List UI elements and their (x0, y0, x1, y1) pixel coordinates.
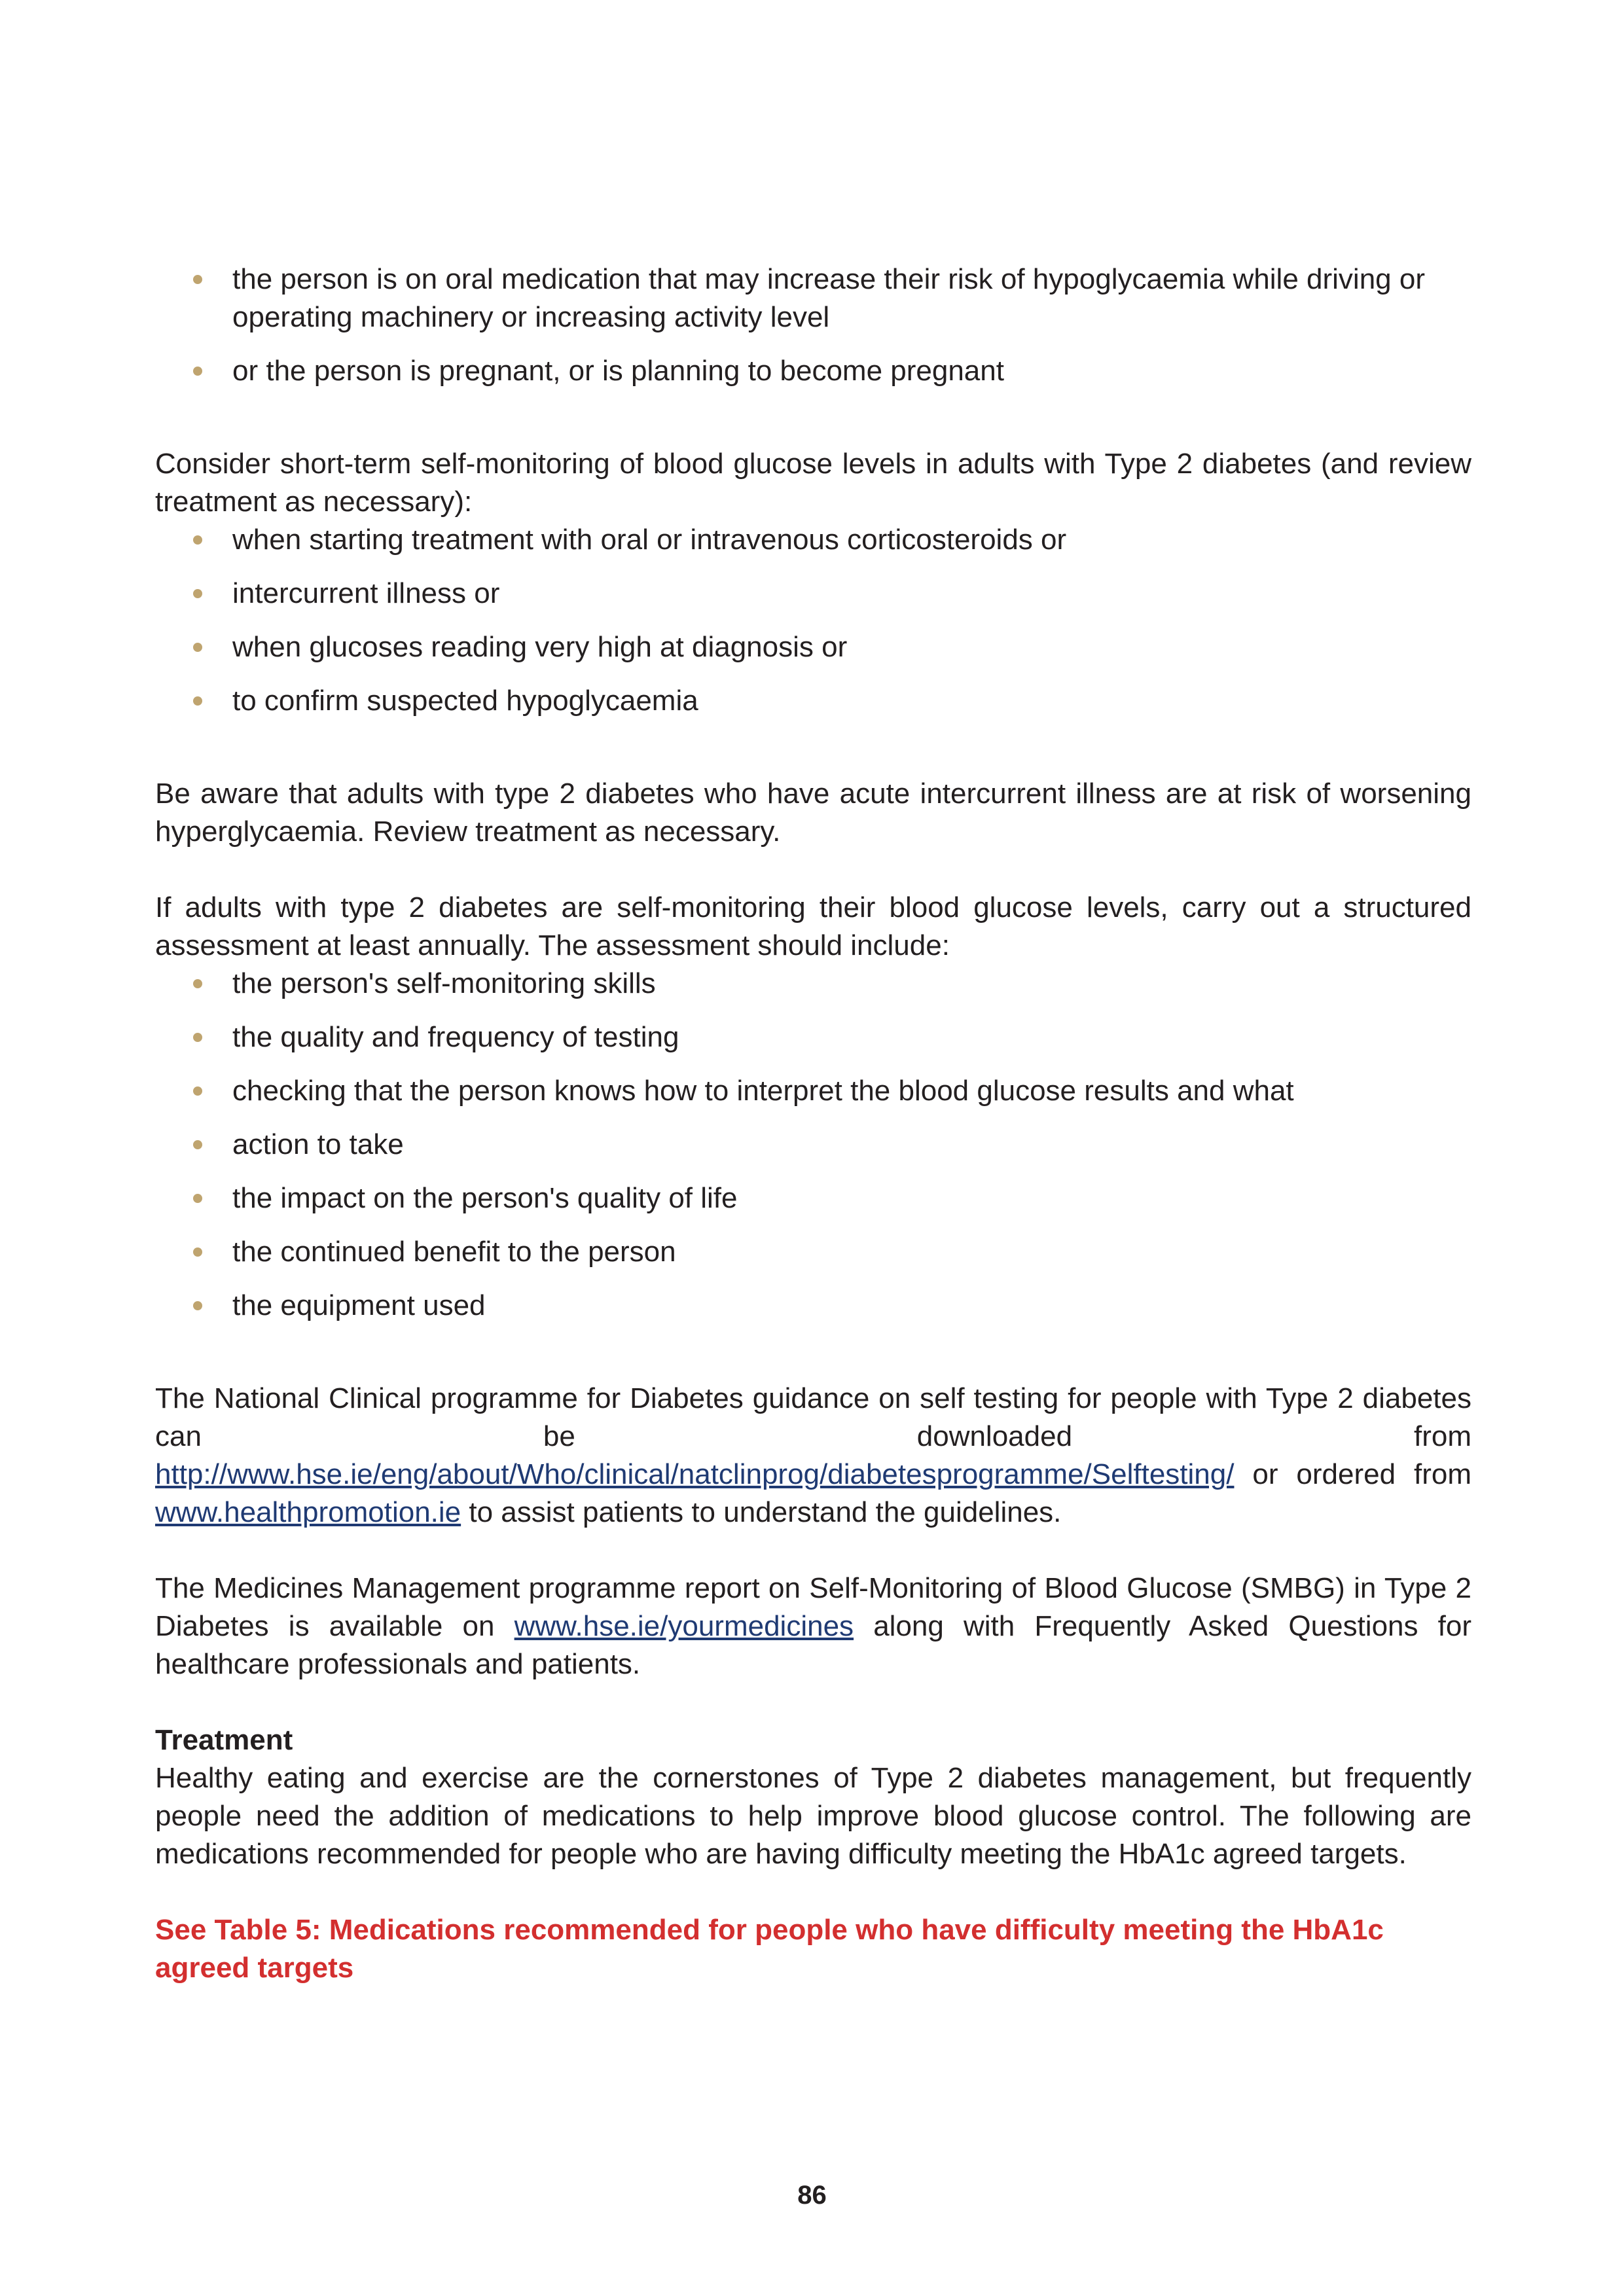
bullet-icon (193, 1086, 202, 1096)
bullet-icon (193, 643, 202, 652)
bullet-icon (193, 367, 202, 376)
list-item-text: the quality and frequency of testing (232, 1021, 679, 1053)
list-item (155, 965, 1471, 1003)
list-item (155, 1233, 1471, 1271)
paragraph-text: or ordered from (1234, 1458, 1471, 1490)
list-item-text: intercurrent illness or (232, 577, 500, 609)
bullet-icon (193, 535, 202, 545)
bullet-icon (193, 1247, 202, 1257)
list-item (155, 260, 1471, 336)
bullet-icon (193, 589, 202, 598)
list-item (155, 521, 1471, 559)
list-item-text: the impact on the person's quality of life (232, 1182, 738, 1214)
treatment-heading: Treatment (155, 1724, 293, 1756)
list-item (155, 352, 1471, 390)
list-item-text: action to take (232, 1128, 404, 1160)
paragraph-short-term-monitoring: Consider short-term self-monitoring of blood glucose levels in adults with Type 2 diabetes (and review treatment as necessary): (155, 448, 1471, 518)
list-item-text: to confirm suspected hypoglycaemia (232, 685, 698, 717)
yourmedicines-link[interactable]: www.hse.ie/yourmedicines (514, 1610, 854, 1642)
bullet-icon (193, 275, 202, 284)
list-item-text: checking that the person knows how to interpret the blood glucose results and what (232, 1075, 1294, 1107)
bullet-icon (193, 1301, 202, 1310)
list-item (155, 1126, 1471, 1164)
assessment-bullet-list (155, 965, 1471, 1325)
short-term-bullet-list (155, 521, 1471, 720)
list-item (155, 682, 1471, 720)
bullet-icon (193, 1140, 202, 1149)
paragraph-text: The National Clinical programme for Diabetes guidance on self testing for people with Type 2 diabetes can be downloaded from (155, 1382, 1471, 1452)
bullet-icon (193, 696, 202, 706)
healthpromotion-link[interactable]: www.healthpromotion.ie (155, 1496, 461, 1528)
list-item (155, 628, 1471, 666)
selftesting-guidance-link[interactable]: http://www.hse.ie/eng/about/Who/clinical/natclinprog/diabetesprogramme/Selftesting/ (155, 1458, 1235, 1490)
page-number: 86 (797, 2181, 827, 2210)
list-item (155, 1018, 1471, 1056)
paragraph-national-clinical-programme (155, 1380, 1471, 1532)
list-item (155, 1072, 1471, 1110)
list-item-text: when glucoses reading very high at diagnosis or (232, 631, 848, 663)
list-item (155, 575, 1471, 613)
table-reference: See Table 5: Medications recommended for people who have difficulty meeting the HbA1c agreed targets (155, 1914, 1384, 1984)
list-item-text: the person is on oral medication that may increase their risk of hypoglycaemia while driving or operating machinery or increasing activity level (232, 263, 1425, 333)
paragraph-text: along with Frequently Asked Questions for healthcare professionals and patients. (155, 1610, 1471, 1680)
list-item (155, 1287, 1471, 1325)
list-item-text: when starting treatment with oral or intravenous corticosteroids or (232, 524, 1067, 556)
top-bullet-list (155, 260, 1471, 390)
bullet-icon (193, 1033, 202, 1042)
list-item (155, 1179, 1471, 1217)
paragraph-be-aware: Be aware that adults with type 2 diabetes who have acute intercurrent illness are at risk of worsening hyperglycaemia. Review treatment as necessary. (155, 778, 1471, 848)
list-item-text: the continued benefit to the person (232, 1236, 676, 1268)
paragraph-text: The Medicines Management programme report on Self-Monitoring of Blood Glucose (SMBG) in Type 2 Diabetes is available on (155, 1572, 1471, 1642)
paragraph-text: to assist patients to understand the guidelines. (461, 1496, 1062, 1528)
paragraph-treatment: Healthy eating and exercise are the cornerstones of Type 2 diabetes management, but frequently people need the addition of medications to help improve blood glucose control. The following are medications recommended for people who are having difficulty meeting the HbA1c agreed targets. (155, 1762, 1471, 1870)
bullet-icon (193, 1194, 202, 1203)
list-item-text: the equipment used (232, 1289, 486, 1321)
paragraph-medicines-management (155, 1570, 1471, 1683)
page-content (155, 260, 1471, 1987)
list-item-text: or the person is pregnant, or is planning to become pregnant (232, 355, 1004, 387)
bullet-icon (193, 979, 202, 988)
list-item-text: the person's self-monitoring skills (232, 967, 656, 999)
paragraph-structured-assessment: If adults with type 2 diabetes are self-monitoring their blood glucose levels, carry out a structured assessment at least annually. The assessment should include: (155, 891, 1471, 961)
